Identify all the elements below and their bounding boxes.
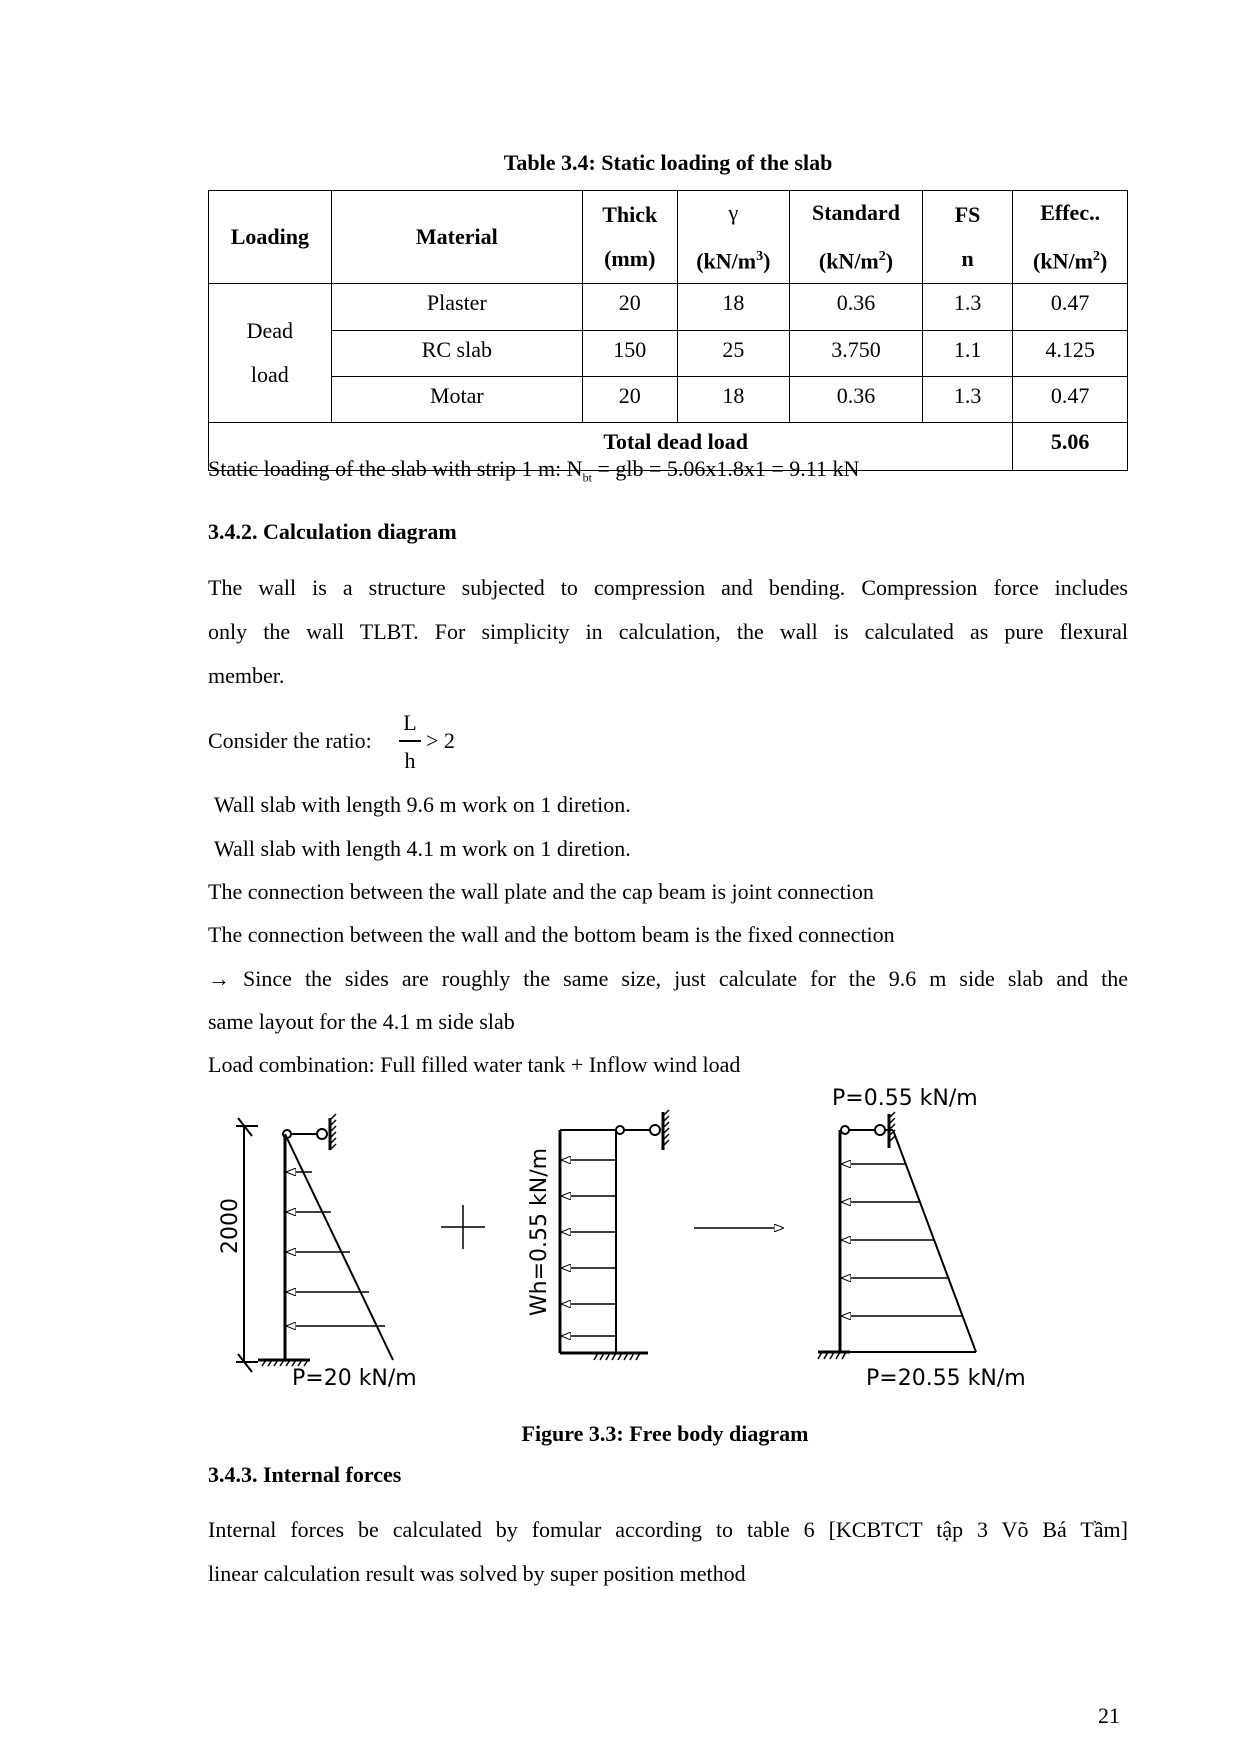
text-line: → Since the sides are roughly the same size, just calculate for the 9.6 m side slab and the [208, 966, 1128, 991]
cell-thick: 20 [583, 284, 678, 331]
cell-material: Motar [331, 377, 582, 423]
figure-caption: Figure 3.3: Free body diagram [521, 1421, 809, 1446]
text-line: Wall slab with length 9.6 m work on 1 diretion. [214, 792, 631, 817]
load-arrows [287, 1172, 385, 1326]
header-material: Material [331, 191, 582, 284]
paragraph-line: linear calculation result was solved by super position method [208, 1561, 746, 1586]
load-label-left: P=20 kN/m [292, 1366, 417, 1391]
cell-material: Plaster [331, 284, 582, 331]
paragraph-line: only the wall TLBT. For simplicity in calculation, the wall is calculated as pure flexural [208, 619, 1128, 644]
cell-effec: 0.47 [1013, 377, 1128, 423]
total-label: Total dead load [209, 423, 1013, 471]
ratio-prefix: Consider the ratio: [208, 728, 372, 753]
pin-support-left [841, 1126, 849, 1134]
pin-support-right [875, 1125, 885, 1135]
cell-gamma: 25 [677, 331, 790, 377]
text-line: Load combination: Full filled water tank + Inflow wind load [208, 1052, 741, 1077]
text-line: The connection between the wall plate and the cap beam is joint connection [208, 879, 874, 904]
paragraph-line: Internal forces be calculated by fomular according to table 6 [KCBTCT tập 3 Võ Bá Tầm] [208, 1517, 1128, 1542]
section-heading-342: 3.4.2. Calculation diagram [208, 519, 457, 544]
cell-gamma: 18 [677, 377, 790, 423]
wind-load-label: Wh=0.55 kN/m [527, 1147, 552, 1317]
cell-effec: 4.125 [1013, 331, 1128, 377]
ratio-denominator: h [404, 748, 416, 773]
header-standard: Standard $(kN/m^2)$ [790, 191, 923, 284]
static-loading-line: Static loading of the slab with strip 1 m: $N_{bt}$ = glb = 5.06x1.8x1 = 9.11 kN [208, 456, 860, 485]
cell-material: RC slab [331, 331, 582, 377]
header-loading: Loading [209, 191, 332, 284]
cell-gamma: 18 [677, 284, 790, 331]
text-line: Wall slab with length 4.1 m work on 1 diretion. [214, 836, 631, 861]
diagram-combined-load [818, 1112, 976, 1359]
header-fs: FS n [922, 191, 1012, 284]
text-line: same layout for the 4.1 m side slab [208, 1009, 515, 1034]
cell-standard: 0.36 [790, 284, 923, 331]
dimension-label: 2000 [218, 1198, 243, 1254]
ratio-numerator: L [403, 710, 417, 735]
cell-thick: 20 [583, 377, 678, 423]
pin-support-right [317, 1129, 327, 1139]
cell-fs: 1.3 [922, 377, 1012, 423]
pin-support-right [650, 1125, 660, 1135]
cell-fs: 1.1 [922, 331, 1012, 377]
page-number: 21 [1098, 1703, 1120, 1728]
total-value: 5.06 [1013, 423, 1128, 471]
load-arrows [842, 1164, 962, 1316]
header-effec: Effec.. $(kN/m^2)$ [1013, 191, 1128, 284]
text-line: The connection between the wall and the bottom beam is the fixed connection [208, 922, 895, 947]
header-gamma: γ $(kN/m^3)$ [677, 191, 790, 284]
diagram-water-load [236, 1114, 393, 1372]
paragraph-line: member. [208, 663, 285, 688]
header-thick: Thick (mm) [583, 191, 678, 284]
table-caption: Table 3.4: Static loading of the slab [503, 150, 833, 175]
paragraph-line: The wall is a structure subjected to compression and bending. Compression force includes [208, 575, 1128, 600]
cell-standard: 3.750 [790, 331, 923, 377]
plus-sign [441, 1205, 485, 1249]
cell-fs: 1.3 [922, 284, 1012, 331]
load-label-bottom-right: P=20.55 kN/m [866, 1366, 1026, 1391]
cell-effec: 0.47 [1013, 284, 1128, 331]
diagram-wind-load [560, 1110, 669, 1360]
cell-thick: 150 [583, 331, 678, 377]
dead-load-group: Dead load [209, 284, 332, 423]
pin-support-left [616, 1126, 624, 1134]
section-heading-343: 3.4.3. Internal forces [208, 1462, 402, 1487]
ratio-suffix: > 2 [426, 728, 455, 753]
cell-standard: 0.36 [790, 377, 923, 423]
load-arrows [562, 1160, 616, 1336]
load-label-top-right: P=0.55 kN/m [832, 1086, 978, 1111]
